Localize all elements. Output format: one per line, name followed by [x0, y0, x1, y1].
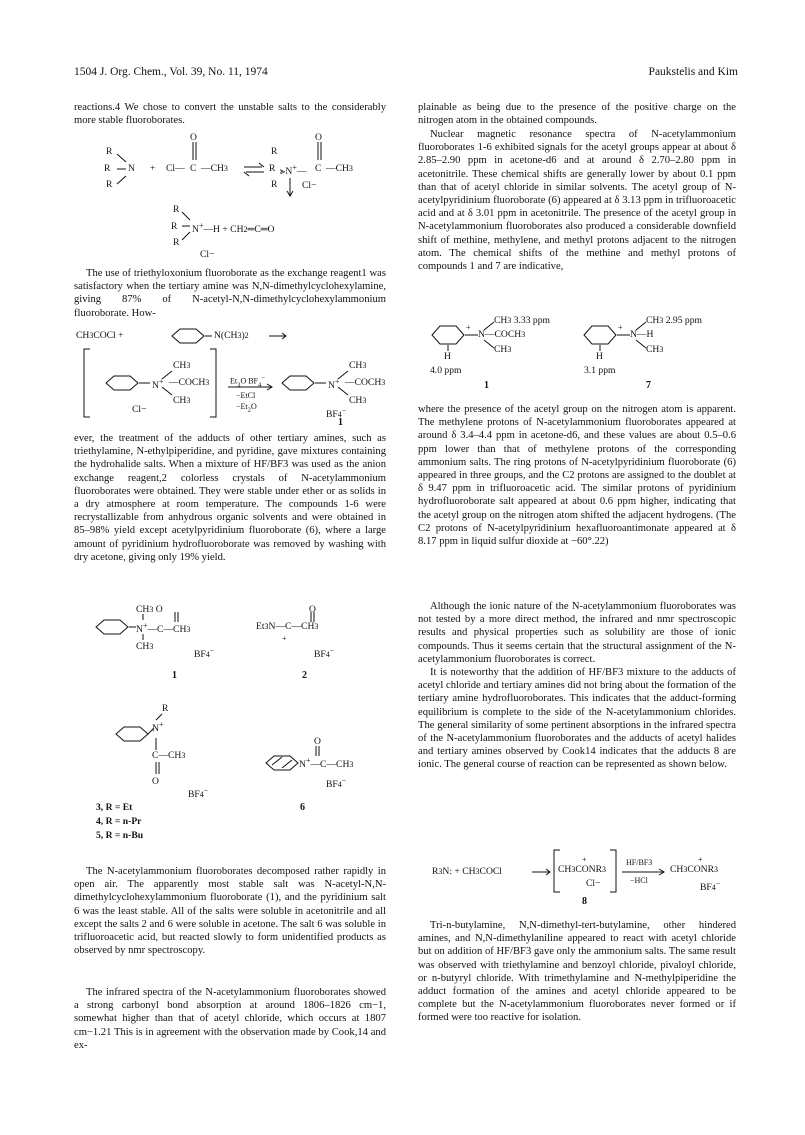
- right-para-3: where the presence of the acetyl group on the nitrogen atom is apparent. The methylene protons of N-acetylammonium fluoroborates appeared at around δ 3.4–4.4 ppm in acetone-d6, and these values are about 0.5–0.6 ppm lower than that of methylene protons of the corresponding ammonium salts. The ring protons of N-acetylpyridinium fluoroborate (6) appeared in three groups, and the C2 protons are assigned to the doublet at δ 9.47 ppm in trifluoroacetic acid. The similar protons of pyridinium hydrofluoroborate salt appeared at about 0.6 ppm higher, indicating that the acetyl group on the nitrogen atom shifted the adjacent hydrogens. (The C2 protons of N-acetylpyridinium hexafluoroantimonate appeared at δ 8.17 ppm in liquid sulfur dioxide at −60°.22): [418, 404, 736, 548]
- left-para-3: ever, the treatment of the adducts of other tertiary amines, such as triethylamine, N-ethylpiperidine, and pyridine, gave mixtures containing the hydrohalide salts. When a mixture of HF/BF3 was used as the anion exchange reagent,2 colorless crystals of N-acetylammonium fluoroborates were obtained. They were stable under ether or as solids in a dry atmosphere at room temperature. The compounds 1-6 were recrystallizable from anhydrous organic solvents and were obtained in 85–98% yield except acetylpyridinium fluoroborate (6), where a large amount of pyridinium hydrofluoroborate was removed by washing with dry acetone, giving only 19% yield.: [74, 433, 386, 563]
- authors: Paukstelis and Kim: [648, 66, 738, 78]
- right-para-4: Although the ionic nature of the N-acetylammonium fluoroborates was not tested by a more direct method, the infrared and nmr spectroscopic results and physical properties such as solubility are those of ionic compounds. Thus it seems certain that the structural assignment of the N-acetylammonium fluoroborates is correct.: [418, 601, 736, 665]
- nmr-structures: + CH3 3.33 ppm N—COCH3 CH3 H 4.0 ppm 1 + CH3 2.95 ppm N—H CH3 H 3.1 ppm 7: [430, 315, 702, 391]
- left-para-5: The infrared spectra of the N-acetylammonium fluoroborates showed a strong carbonyl bond absorption at around 1806–1826 cm−1, somewhat higher than that of acetyl chloride, which occurs at 1807 cm−1.21 This is in agreement with the observation made by Cook,14 and ex-: [74, 987, 386, 1051]
- left-para-1: reactions.4 We chose to convert the unstable salts to the considerably more stable fluoroborates.: [74, 102, 386, 127]
- right-para-2: Nuclear magnetic resonance spectra of N-acetylammonium fluoroborates 1-6 exhibited signals for the acetyl groups appear at about δ 2.85–2.90 ppm in acetone-d6 and at around δ 2.70–2.80 ppm in acetonitrile. These chemical shifts are generally lower by about 0.1 ppm than that of acetyl chloride in similar solvents. The acetyl group of N-acetylpyridinium fluoroborate (6) appeared at δ 3.13 ppm in trifluoroacetic acid and at δ 3.01 ppm in acetonitrile. The presence of the acetyl group in N-acetylammonium fluoroborates also produced a considerable downfield shift of methine, methylene, and methyl protons adjacent to the nitrogen atom. The chemical shifts of the methine and methyl protons of compounds 1 and 7 are indicative,: [418, 129, 736, 273]
- left-para-4: The N-acetylammonium fluoroborates decomposed rather rapidly in open air. The apparently most stable salt was N-acetyl-N,N-dimethylcyclohexylammonium fluoroborate (1), and the pyridinium salt 6 was the least stable. All of the salts were soluble in acetonitrile and all except the salts 2 and 6 were soluble in acetone. The salt 6 was soluble in trifluoroacetic acid, but reacted slowly to form unidentified products as observed by nmr spectroscopy.: [74, 866, 386, 957]
- compounds-1-6: CH3 O N+—C—CH3 CH3 BF4− 1 O Et3N—C—CH3 + BF4− 2 R N+ C—CH3 O BF4− O N+—C—CH3 BF4− 6 3, R = Et 4, R = n-Pr 5, R = n-Bu: [96, 604, 354, 841]
- running-header: [74, 66, 738, 82]
- scheme-2: CH3COCl + N(CH3)2 CH3 N+ —COCH3 CH3 Cl− $Et_3O$ $BF_4^-$ −EtCl $-Et_2O$ CH3 N+ —COCH3 CH3 BF4− 1: [76, 330, 386, 428]
- journal-citation: 1504 J. Org. Chem., Vol. 39, No. 11, 1974: [74, 66, 268, 78]
- right-para-5: It is noteworthy that the addition of HF/BF3 mixture to the adducts of acetyl chloride and tertiary amines did not bring about the formation of the tertiary amine hydrofluoroborates. This indicates that the adduct-forming equilibrium is complete to the side of the N-acetylammonium chlorides. The general similarity of some pertinent absorptions in the infrared spectra of the N-acetylammonium fluoroborates and the adducts of acetyl halides and tertiary amines observed by Cook14 indicates that the adducts 8 are ionic. The general course of reaction can be represented as shown below.: [418, 667, 736, 771]
- right-para-1: plainable as being due to the presence of the positive charge on the nitrogen atom in the obtained compounds.: [418, 102, 736, 127]
- scheme-1: R R R N + Cl— C —CH3 O R R R ⪢N+— C —CH3 O Cl− R R R N+—H + CH2═C═O Cl−: [104, 132, 353, 260]
- right-para-6: Tri-n-butylamine, N,N-dimethyl-tert-butylamine, other hindered amines, and N,N-dimethylaniline appeared to react with acetyl chloride but on addition of HF/BF3 gave only the ammonium salts. The same result was observed with triethylamine and benzoyl chloride, pivaloyl chloride, or n-butyryl chloride. With trimethylamine and N-methylpiperidine the adduct formation of the amines and acetyl chloride appeared to be complete but the N-acetylammonium fluoroborates never formed or if formed were too reactive for isolation.: [418, 920, 736, 1024]
- left-para-2: The use of triethyloxonium fluoroborate as the exchange reagent1 was satisfactory when the tertiary amine was N,N-dimethylcyclohexylamine, giving 87% of N-acetyl-N,N-dimethylcyclohexylammonium fluoroborate. How-: [74, 268, 386, 319]
- scheme-3: R3N: + CH3COCl + CH3CONR3 Cl− HF/BF3 −HCl + CH3CONR3 BF4− 8: [432, 846, 742, 906]
